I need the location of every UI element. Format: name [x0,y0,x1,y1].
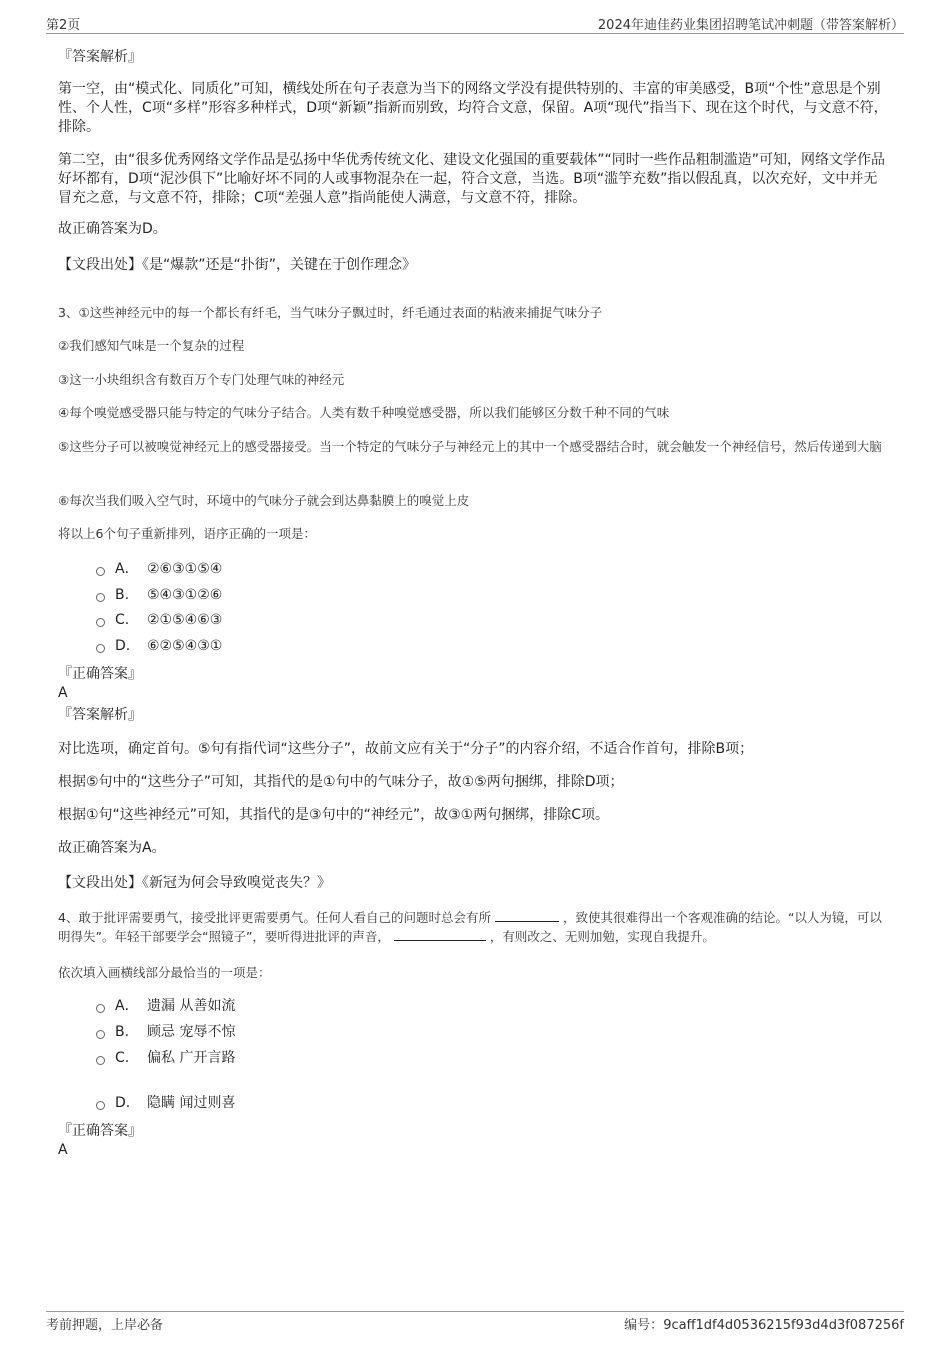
q3-conclusion: 故正确答案为A。 [58,840,166,856]
q2-source: 【文段出处】《是“爆款”还是“扑街”，关键在于创作理念》 [58,257,417,273]
q4-option-d[interactable] [96,1094,235,1113]
radio-icon[interactable] [96,593,105,602]
page-number: 第2页 [46,18,81,33]
q4-stem [58,908,888,946]
radio-icon[interactable] [96,644,105,653]
option-letter: B. [115,1024,130,1040]
radio-icon[interactable] [96,1030,105,1039]
option-text: 偏私 广开言路 [147,1050,236,1066]
q3-correct-answer: A [58,685,68,701]
q4-option-a[interactable] [96,997,235,1016]
option-letter: D. [115,1095,131,1111]
document-title: 2024年迪佳药业集团招聘笔试冲刺题（带答案解析） [597,18,904,33]
q4-correct-label: 『正确答案』 [58,1123,142,1139]
q3-option-b[interactable] [96,586,222,605]
q3-sentence-3: ③这一小块组织含有数百万个专门处理气味的神经元 [58,372,345,387]
q3-analysis-2: 根据⑤句中的“这些分子”可知，其指代的是①句中的气味分子，故①⑤两句捆绑，排除D项； [58,774,624,790]
option-text: ②①⑤④⑥③ [147,612,223,628]
document-id-label: 编号： [624,1318,664,1333]
option-text: ⑤④③①②⑥ [147,587,223,603]
option-letter: C. [115,1050,130,1066]
q2-conclusion: 故正确答案为D。 [58,221,167,237]
radio-icon[interactable] [96,567,105,576]
q3-option-c[interactable] [96,611,222,630]
q3-option-d[interactable] [96,637,222,656]
q4-option-c[interactable] [96,1049,235,1068]
q3-analysis-3: 根据①句“这些神经元”可知，其指代的是③句中的“神经元”，故③①两句捆绑，排除C项。 [58,807,609,823]
blank-1 [495,909,559,922]
radio-icon[interactable] [96,1101,105,1110]
option-text: ⑥②⑤④③① [147,638,223,654]
blank-2 [394,928,486,941]
q3-analysis-label: 『答案解析』 [58,707,142,723]
q3-prompt: 将以上6个句子重新排列，语序正确的一项是： [58,526,316,541]
option-text: 隐瞒 闻过则喜 [147,1095,236,1111]
footer-divider [46,1311,904,1312]
q3-sentence-6: ⑥每次当我们吸入空气时，环境中的气味分子就会到达鼻黏膜上的嗅觉上皮 [58,493,470,508]
document-id-value: 9caff1df4d0536215f93d4d3f087256f [663,1318,904,1333]
q4-stem-part-2: ，致使其很难得出一个客观准确的结论。“以人为镜，可以明得失”。年轻干部要学会“照镜子”，要听得进批评的声音， [58,910,882,944]
q3-option-a[interactable] [96,560,222,579]
radio-icon[interactable] [96,1056,105,1065]
q3-sentence-5: ⑤这些分子可以被嗅觉神经元上的感受器接受。当一个特定的气味分子与神经元上的其中一个感受器结合时，就会触发一个神经信号，然后传递到大脑 [58,439,882,454]
radio-icon[interactable] [96,618,105,627]
radio-icon[interactable] [96,1004,105,1013]
option-text: 顾忌 宠辱不惊 [147,1024,236,1040]
q2-analysis-p1: 第一空，由“模式化、同质化”可知，横线处所在句子表意为当下的网络文学没有提供特别的、丰富的审美感受，B项“个性”意思是个别性、个人性，C项“多样”形容多种样式，D项“新颖”指新而别致，均符合文意，保留。A项“现代”指当下、现在这个时代，与文意不符，排除。 [58,81,888,135]
header-divider [46,33,904,34]
option-text: ②⑥③①⑤④ [147,561,223,577]
option-letter: D. [115,638,131,654]
q3-sentence-2: ②我们感知气味是一个复杂的过程 [58,338,245,353]
option-letter: A． [115,998,139,1014]
q3-source: 【文段出处】《新冠为何会导致嗅觉丧失？》 [58,875,331,891]
footer-slogan: 考前押题，上岸必备 [46,1318,164,1333]
document-id [624,1314,904,1333]
option-letter: C. [115,612,130,628]
q3-correct-label: 『正确答案』 [58,666,142,682]
option-letter: A． [115,561,139,577]
q2-analysis-p2: 第二空，由“很多优秀网络文学作品是弘扬中华优秀传统文化、建设文化强国的重要载体”“同时一些作品粗制滥造”可知，网络文学作品好坏都有，D项“泥沙俱下”比喻好坏不同的人或事物混杂在一起，符合文意，当选。B项“滥竽充数”指以假乱真，以次充好，文中并无冒充之意，与文意不符，排除；C项“差强人意”指尚能使人满意，与文意不符，排除。 [58,152,886,206]
option-text: 遗漏 从善如流 [147,998,236,1014]
q4-stem-part-3: ，有则改之、无则加勉，实现自我提升。 [489,929,715,944]
q2-analysis-label: 『答案解析』 [58,49,142,65]
q3-sentence-4: ④每个嗅觉感受器只能与特定的气味分子结合。人类有数千种嗅觉感受器，所以我们能够区分数千种不同的气味 [58,405,670,420]
q4-prompt: 依次填入画横线部分最恰当的一项是： [58,965,271,980]
option-letter: B. [115,587,130,603]
q4-correct-answer: A [58,1142,68,1158]
q4-stem-part-1: 4、敢于批评需要勇气，接受批评更需要勇气。任何人看自己的问题时总会有所 [58,910,491,925]
q3-sentence-1: 3、①这些神经元中的每一个都长有纤毛，当气味分子飘过时，纤毛通过表面的粘液来捕捉气味分子 [58,305,603,320]
q3-analysis-1: 对比选项，确定首句。⑤句有指代词“这些分子”，故前文应有关于“分子”的内容介绍，不适合作首句，排除B项； [58,741,754,757]
q4-option-b[interactable] [96,1023,235,1042]
